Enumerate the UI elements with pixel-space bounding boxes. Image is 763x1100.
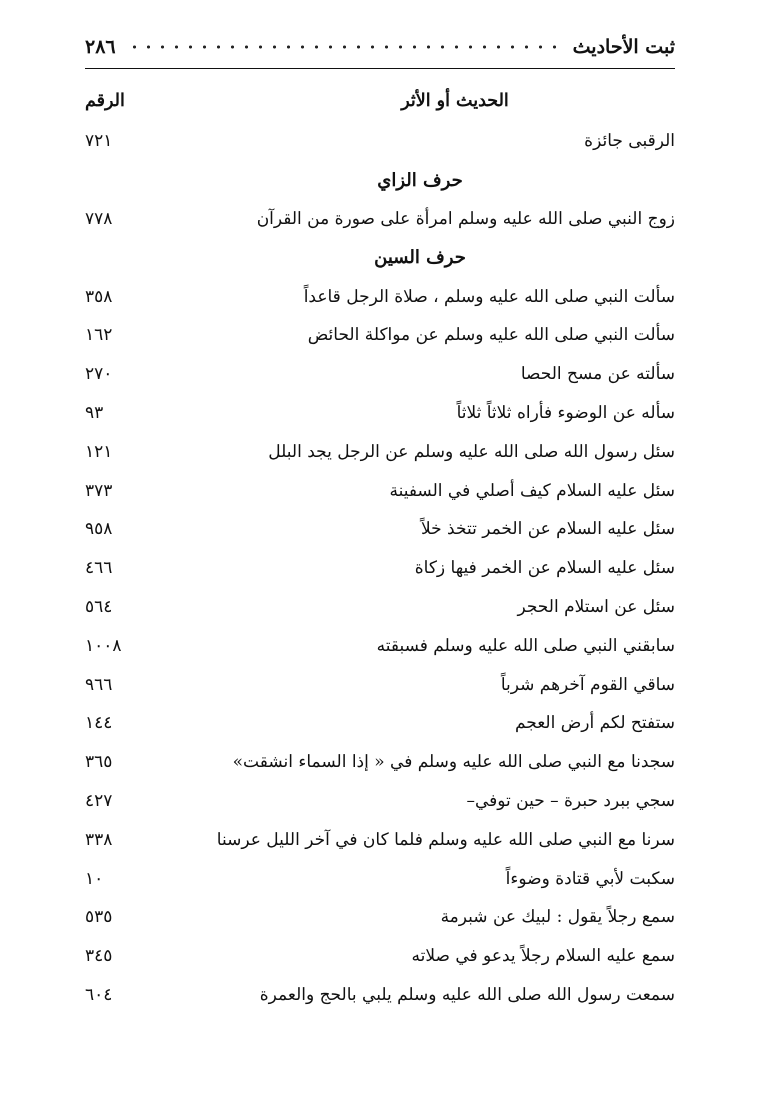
- index-entry: [85, 665, 675, 704]
- column-header-number: الرقم: [85, 91, 125, 111]
- hadith-number: ٦٠٤: [85, 984, 113, 1005]
- hadith-number: ٧٢١: [85, 131, 113, 152]
- hadith-text: سألته عن مسح الحصا: [520, 364, 675, 385]
- hadith-text: سئل عن استلام الحجر: [517, 596, 675, 617]
- index-entry: [85, 510, 675, 549]
- index-rows: [85, 122, 675, 1014]
- hadith-text: سمع رجلاً يقول : لبيك عن شبرمة: [440, 907, 675, 928]
- hadith-text: ساقي القوم آخرهم شرباً: [500, 674, 675, 695]
- index-entry: [85, 277, 675, 316]
- index-entry: [85, 859, 675, 898]
- hadith-text: سئل عليه السلام عن الخمر فيها زكاة: [414, 558, 675, 579]
- hadith-number: ٣٦٥: [85, 752, 113, 773]
- hadith-number: ٣٥٨: [85, 286, 113, 307]
- hadith-number: ٣٤٥: [85, 946, 113, 967]
- hadith-text: سألت النبي صلى الله عليه وسلم عن مواكلة الحائض: [307, 325, 675, 346]
- index-entry: [85, 704, 675, 743]
- hadith-number: ١٢١: [85, 441, 113, 462]
- hadith-text: سكبت لأبي قتادة وضوءاً: [505, 868, 675, 889]
- index-entry: [85, 122, 675, 161]
- header-rule: [85, 68, 675, 69]
- hadith-text: ستفتح لكم أرض العجم: [514, 713, 675, 734]
- hadith-number: ٩٣: [85, 402, 104, 423]
- hadith-text: سرنا مع النبي صلى الله عليه وسلم فلما كان في آخر الليل عرسنا: [216, 829, 675, 850]
- index-entry: [85, 394, 675, 433]
- page-number: ٢٨٦: [85, 36, 116, 58]
- index-entry: [85, 471, 675, 510]
- index-entry: [85, 743, 675, 782]
- hadith-text: سئل عليه السلام عن الخمر تتخذ خلاً: [420, 519, 675, 540]
- index-entry: [85, 588, 675, 627]
- index-entry: [85, 820, 675, 859]
- section-heading: حرف الزاي: [377, 169, 463, 191]
- index-entry: [85, 549, 675, 588]
- hadith-number: ٣٣٨: [85, 829, 113, 850]
- hadith-number: ١٦٢: [85, 325, 113, 346]
- section-heading: حرف السين: [374, 247, 466, 269]
- hadith-number: ٤٦٦: [85, 558, 113, 579]
- index-entry: [85, 626, 675, 665]
- running-head-title: ثبت الأحاديث: [572, 36, 675, 58]
- running-head: [85, 30, 675, 64]
- index-entry: [85, 782, 675, 821]
- index-entry: [85, 432, 675, 471]
- hadith-number: ٩٦٦: [85, 674, 113, 695]
- index-entry: [85, 937, 675, 976]
- hadith-text: سجي ببرد حبرة – حين توفي–: [466, 790, 675, 811]
- hadith-number: ٥٣٥: [85, 907, 113, 928]
- hadith-number: ٢٧٠: [85, 364, 113, 385]
- hadith-text: زوج النبي صلى الله عليه وسلم امرأة على صورة من القرآن: [256, 208, 675, 229]
- hadith-number: ١٠: [85, 868, 104, 889]
- hadith-index: [85, 80, 675, 1014]
- index-entry: [85, 316, 675, 355]
- hadith-text: سأله عن الوضوء فأراه ثلاثاً ثلاثاً: [456, 402, 675, 423]
- column-header-hadith: الحديث أو الأثر: [401, 91, 509, 111]
- hadith-text: الرقبى جائزة: [584, 131, 675, 152]
- index-entry: [85, 976, 675, 1015]
- hadith-number: ٥٦٤: [85, 596, 113, 617]
- hadith-text: سجدنا مع النبي صلى الله عليه وسلم في « إذا السماء انشقت»: [232, 752, 675, 773]
- hadith-number: ٧٧٨: [85, 208, 113, 229]
- hadith-number: ٣٧٣: [85, 480, 113, 501]
- hadith-text: سمع عليه السلام رجلاً يدعو في صلاته: [411, 946, 675, 967]
- hadith-text: سئل عليه السلام كيف أصلي في السفينة: [389, 480, 675, 501]
- hadith-number: ١٤٤: [85, 713, 113, 734]
- hadith-text: سئل رسول الله صلى الله عليه وسلم عن الرجل يجد البلل: [268, 441, 675, 462]
- hadith-number: ١٠٠٨: [85, 635, 122, 656]
- index-entry: [85, 355, 675, 394]
- hadith-number: ٩٥٨: [85, 519, 113, 540]
- hadith-text: سابقني النبي صلى الله عليه وسلم فسبقته: [376, 635, 675, 656]
- hadith-text: سمعت رسول الله صلى الله عليه وسلم يلبي بالحج والعمرة: [259, 984, 675, 1005]
- hadith-text: سألت النبي صلى الله عليه وسلم ، صلاة الرجل قاعداً: [303, 286, 675, 307]
- leader-dots: [126, 42, 563, 52]
- hadith-number: ٤٢٧: [85, 790, 113, 811]
- index-entry: [85, 898, 675, 937]
- index-entry: [85, 200, 675, 239]
- column-header-row: [85, 80, 675, 122]
